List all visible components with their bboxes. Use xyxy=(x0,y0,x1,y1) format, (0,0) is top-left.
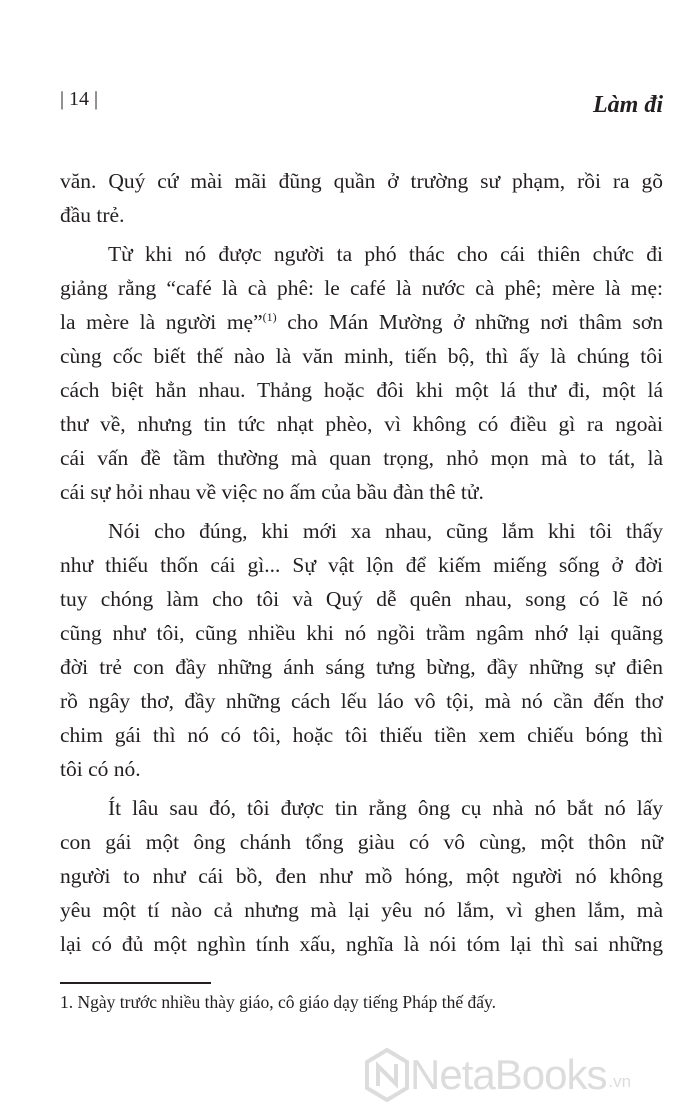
text-line: như thiếu thốn cái gì... Sự vật lộn để kiếm miếng sống ở đời xyxy=(60,553,663,577)
text-line: cái vấn đề tầm thường mà quan trọng, nhỏ mọn mà to tát, là xyxy=(60,446,663,470)
paragraph-1 xyxy=(60,164,663,232)
text-segment: la mère là người mẹ” xyxy=(60,310,263,334)
text-line: cũng như tôi, cũng nhiều khi nó ngồi trầm ngâm nhớ lại quãng xyxy=(60,621,663,645)
text-line: tôi có nó. xyxy=(60,757,141,781)
text-line: văn. Quý cứ mài mãi đũng quần ở trường sư phạm, rồi ra gõ xyxy=(60,169,663,193)
text-line: giảng rằng “café là cà phê: le café là nước cà phê; mère là mẹ: xyxy=(60,276,663,300)
text-line: thư về, nhưng tin tức nhạt phèo, vì không có điều gì ra ngoài xyxy=(60,412,663,436)
text-line xyxy=(60,305,663,339)
watermark-brand: NetaBooks xyxy=(410,1051,607,1098)
text-line: Từ khi nó được người ta phó thác cho cái thiên chức đi xyxy=(108,242,663,266)
footnote: 1. Ngày trước nhiều thày giáo, cô giáo dạy tiếng Pháp thế đấy. xyxy=(60,992,497,1012)
watermark xyxy=(364,1048,631,1102)
text-line: Nói cho đúng, khi mới xa nhau, cũng lắm khi tôi thấy xyxy=(108,519,663,543)
text-line: cái sự hỏi nhau về việc no ấm của bầu đàn thê tử. xyxy=(60,480,484,504)
text-line: con gái một ông chánh tổng giàu có vô cùng, một thôn nữ xyxy=(60,830,663,854)
text-line: Ít lâu sau đó, tôi được tin rằng ông cụ nhà nó bắt nó lấy xyxy=(108,796,663,820)
paragraph-2 xyxy=(60,237,663,509)
text-line: lại có đủ một nghìn tính xấu, nghĩa là nói tóm lại thì sai những xyxy=(60,932,663,956)
text-line: cùng cốc biết thế nào là văn minh, tiến bộ, thì ấy là chúng tôi xyxy=(60,344,663,368)
text-line: đời trẻ con đầy những ánh sáng tưng bừng, đầy những sự điên xyxy=(60,655,663,679)
text-line: đầu trẻ. xyxy=(60,203,125,227)
body-text xyxy=(60,164,663,966)
text-line: chim gái thì nó có tôi, hoặc tôi thiếu tiền xem chiếu bóng thì xyxy=(60,723,663,747)
text-line: yêu một tí nào cả nhưng mà lại yêu nó lắm, vì ghen lắm, mà xyxy=(60,898,663,922)
netabooks-logo-icon xyxy=(364,1048,410,1102)
footnote-divider xyxy=(60,982,211,984)
text-segment: cho Mán Mường ở những nơi thâm sơn xyxy=(276,310,663,334)
text-line: cách biệt hẳn nhau. Thảng hoặc đôi khi một lá thư đi, một lá xyxy=(60,378,663,402)
chapter-title: Làm đi xyxy=(593,92,663,118)
text-line: rồ ngây thơ, đầy những cách lếu láo vô tội, mà nó cần đến thơ xyxy=(60,689,663,713)
text-line: tuy chóng làm cho tôi và Quý dễ quên nhau, song có lẽ nó xyxy=(60,587,663,611)
paragraph-3 xyxy=(60,514,663,786)
text-line: người to như cái bồ, đen như mồ hóng, một người nó không xyxy=(60,864,663,888)
footnote-reference[interactable]: (1) xyxy=(262,310,277,324)
paragraph-4 xyxy=(60,791,663,961)
page-number: | 14 | xyxy=(60,88,99,110)
watermark-suffix: .vn xyxy=(608,1072,632,1091)
